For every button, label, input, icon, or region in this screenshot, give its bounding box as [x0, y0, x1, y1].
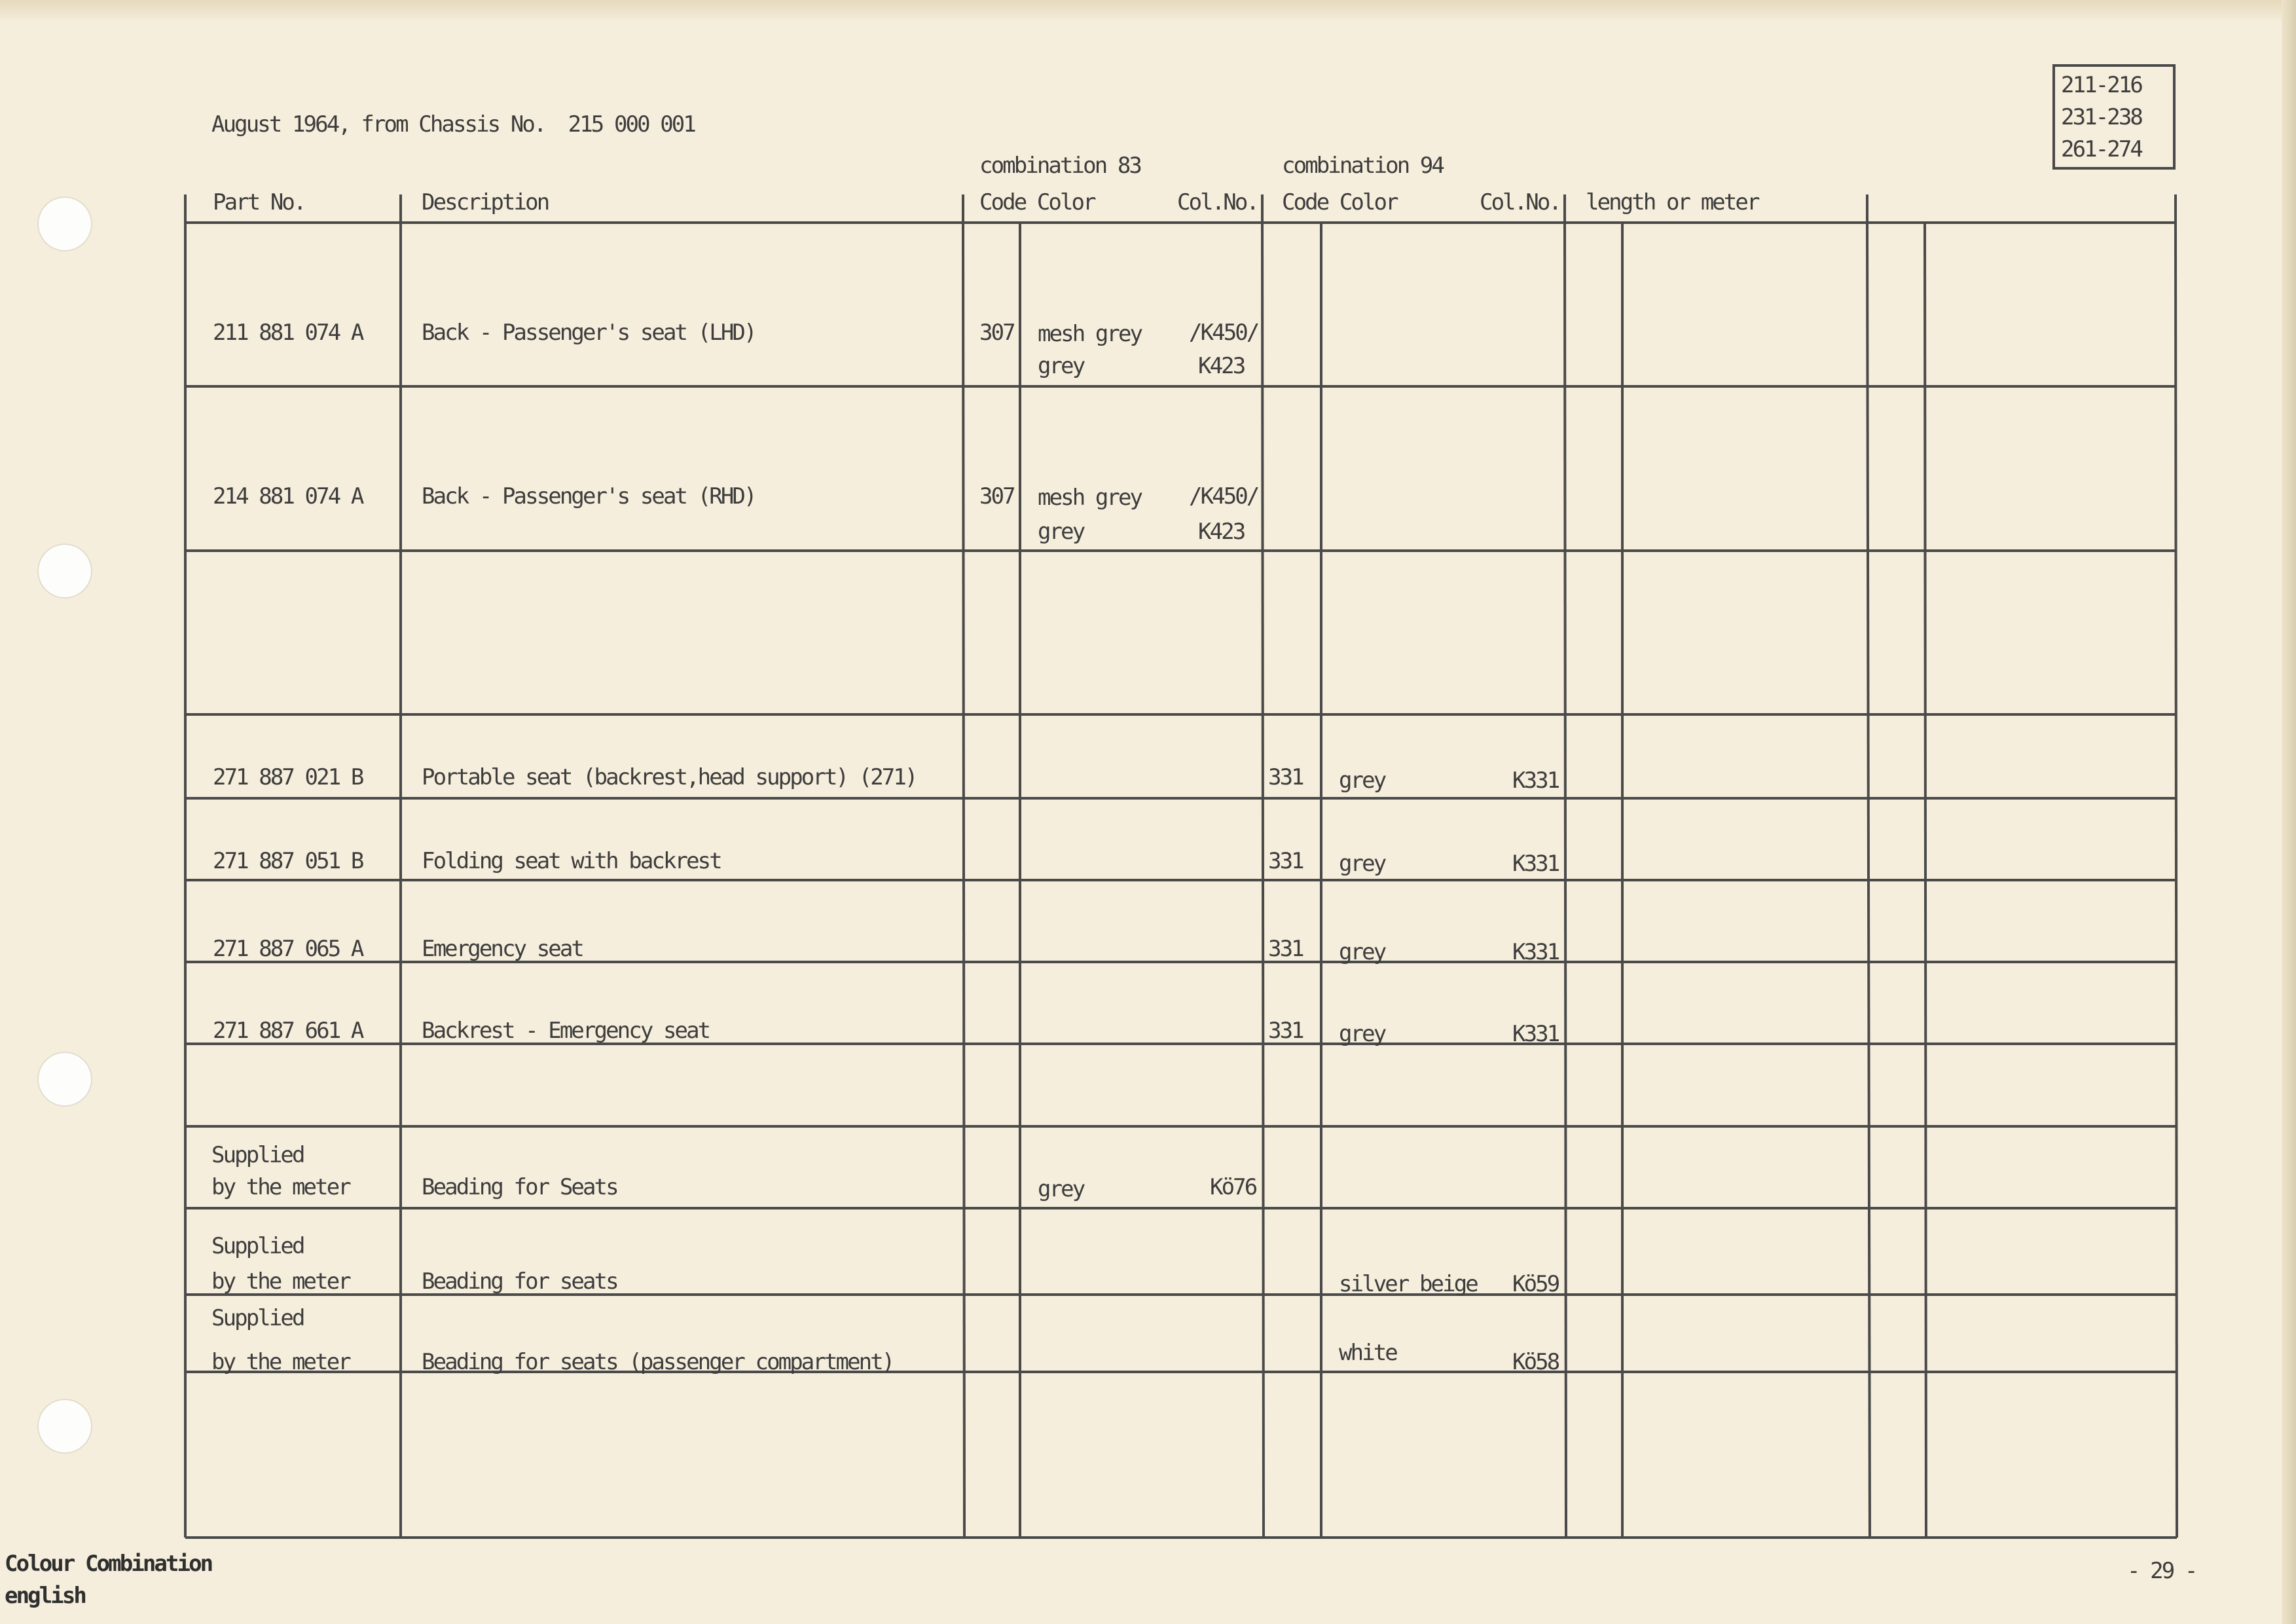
column-header-col-no-83: Col.No. — [1177, 189, 1258, 215]
combination-94-code: 331 — [1268, 764, 1303, 790]
combination-94-heading: combination 94 — [1282, 153, 1443, 179]
combination-94-col-no: Kö59 — [1512, 1271, 1559, 1297]
combination-83-col-no: /K450/ — [1189, 483, 1258, 509]
language-label: english — [5, 1583, 85, 1609]
combination-83-code: 307 — [979, 483, 1014, 509]
part-description: Back - Passenger's seat (LHD) — [422, 320, 756, 346]
part-number: Supplied — [211, 1305, 304, 1331]
combination-94-color: white — [1339, 1340, 1396, 1366]
combination-83-color: grey — [1038, 519, 1084, 545]
combination-94-col-no: K331 — [1512, 939, 1559, 965]
combination-94-col-no: Kö58 — [1512, 1349, 1559, 1375]
combination-83-col-no: K423 — [1198, 519, 1245, 545]
combination-94-code: 331 — [1268, 936, 1303, 962]
part-number: by the meter — [211, 1268, 350, 1295]
combination-94-color: grey — [1339, 1021, 1385, 1047]
model-code: 261-274 — [2061, 136, 2141, 162]
model-code: 231-238 — [2061, 104, 2141, 130]
part-number: 211 881 074 A — [213, 320, 363, 346]
combination-94-code: 331 — [1268, 1018, 1303, 1044]
part-number: Supplied — [211, 1142, 304, 1168]
column-header-code-color-83: Code Color — [979, 189, 1095, 215]
part-number: by the meter — [211, 1349, 350, 1375]
issue-note: August 1964, from Chassis No. 215 000 001 — [211, 111, 695, 138]
part-description: Beading for seats (passenger compartment) — [422, 1349, 894, 1375]
column-header-code-color-94: Code Color — [1282, 189, 1397, 215]
combination-83-color: mesh grey — [1038, 485, 1142, 511]
combination-94-color: grey — [1339, 851, 1385, 877]
section-title: Colour Combination — [5, 1551, 212, 1577]
combination-94-color: grey — [1339, 939, 1385, 965]
part-number: 271 887 051 B — [213, 848, 363, 874]
combination-83-col-no: Kö76 — [1210, 1174, 1256, 1200]
part-description: Backrest - Emergency seat — [422, 1018, 710, 1044]
part-description: Beading for seats — [422, 1268, 617, 1295]
page-number: - 29 - — [2127, 1558, 2196, 1584]
column-rule — [2176, 223, 2177, 1538]
column-header-part-no: Part No. — [213, 189, 305, 215]
part-number: 214 881 074 A — [213, 483, 363, 509]
combination-83-heading: combination 83 — [979, 153, 1140, 179]
combination-94-col-no: K331 — [1512, 1021, 1559, 1047]
column-header-length: length or meter — [1586, 189, 1758, 215]
part-description: Portable seat (backrest,head support) (271) — [422, 764, 917, 790]
combination-83-code: 307 — [979, 320, 1014, 346]
part-number: 271 887 065 A — [213, 936, 363, 962]
part-description: Folding seat with backrest — [422, 848, 721, 874]
column-header-description: Description — [422, 189, 549, 215]
part-number: 271 887 661 A — [213, 1018, 363, 1044]
part-number: 271 887 021 B — [213, 764, 363, 790]
combination-83-col-no: K423 — [1198, 353, 1245, 379]
combination-94-color: silver beige — [1339, 1271, 1477, 1297]
combination-83-color: mesh grey — [1038, 321, 1142, 347]
combination-94-col-no: K331 — [1512, 851, 1559, 877]
part-description: Beading for Seats — [422, 1174, 617, 1200]
combination-83-col-no: /K450/ — [1189, 320, 1258, 346]
part-description: Back - Passenger's seat (RHD) — [422, 483, 756, 509]
model-code: 211-216 — [2061, 72, 2141, 98]
part-description: Emergency seat — [422, 936, 583, 962]
combination-83-color: grey — [1038, 353, 1084, 379]
part-number: Supplied — [211, 1233, 304, 1259]
combination-83-color: grey — [1038, 1176, 1084, 1202]
column-header-col-no-94: Col.No. — [1480, 189, 1560, 215]
combination-94-col-no: K331 — [1512, 767, 1559, 794]
combination-94-color: grey — [1339, 767, 1385, 794]
combination-94-code: 331 — [1268, 848, 1303, 874]
part-number: by the meter — [211, 1174, 350, 1200]
